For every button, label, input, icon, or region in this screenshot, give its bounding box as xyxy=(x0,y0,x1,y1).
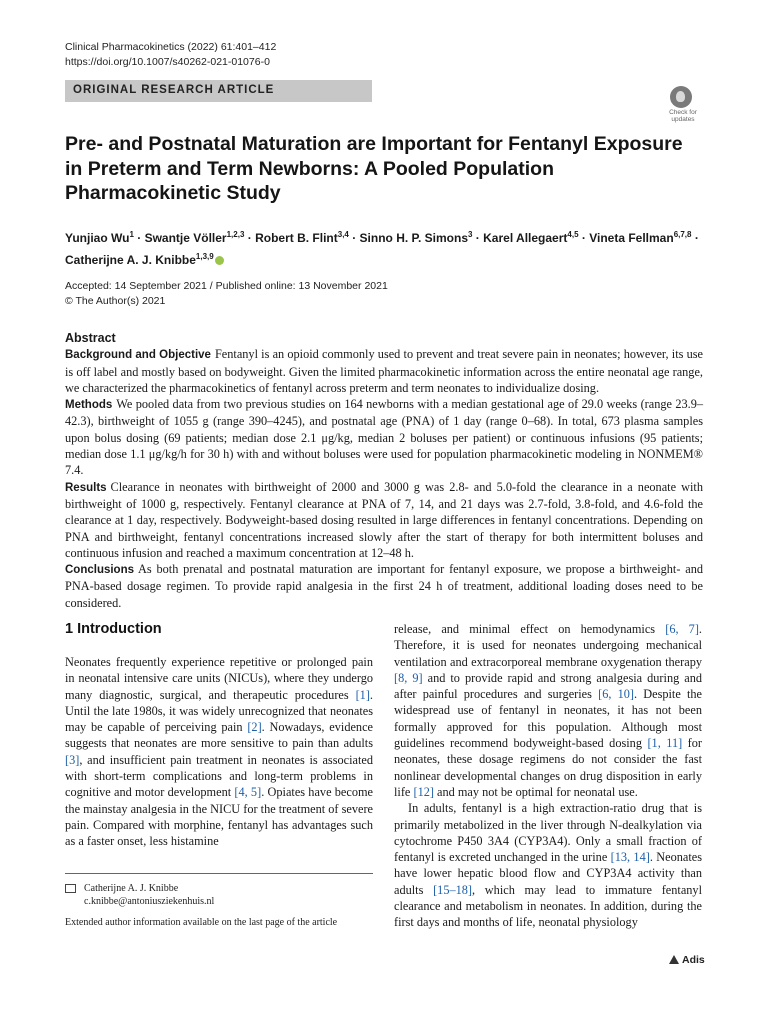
author[interactable]: Sinno H. P. Simons xyxy=(359,231,469,245)
citation-link[interactable]: [15–18] xyxy=(433,882,473,897)
abstract-section-label: Conclusions xyxy=(65,564,135,577)
check-for-updates-badge[interactable] xyxy=(663,86,703,126)
journal-citation: Clinical Pharmacokinetics (2022) 61:401–412 xyxy=(65,41,277,53)
body-column-left xyxy=(65,654,373,850)
author[interactable]: Swantje Völler xyxy=(144,231,227,245)
citation-link[interactable]: [12] xyxy=(413,784,434,799)
citation-link[interactable]: [6, 7] xyxy=(665,622,699,636)
paragraph: Neonates frequently experience repetitive or prolonged pain in neonatal intensive care units (NICUs), where they undergo many diagnostic, surgical, and therapeutic procedures [1]. Until the late 1980s, it was widely unrecognized that neonates may be capable of perceiving pain [2]. Nowadays, evidence suggests that neonates are more sensitive to pain than adults [3], and insufficient pain treatment in neonates is associated with short-term complications and long-term problems in cognitive and motor development [4, 5]. Opiates have become the mainstay analgesia in the NICU for the treatment of severe pain. Compared with morphine, fentanyl has advantages such as a faster onset, less histamine xyxy=(65,655,373,849)
paragraph: In adults, fentanyl is a high extraction-ratio drug that is primarily metabolized in the liver through N-dealkylation via cytochrome P450 3A4 (CYP3A4). Only a small fraction of fentanyl is excreted unchanged in the urine [13, 14]. Neonates have lower hepatic blood flow and CYP3A4 activity than adults [15–18], which may lead to immature fentanyl clearance and metabolism in neonates. In addition, during the first days and months of life, neonatal physiology xyxy=(394,801,702,930)
citation-link[interactable]: [4, 5] xyxy=(234,785,262,800)
citation-link[interactable]: [2] xyxy=(247,720,262,735)
citation-link[interactable]: [6, 10] xyxy=(598,687,634,702)
citation-link[interactable]: [1] xyxy=(355,687,370,702)
extended-author-info: Extended author information available on the last page of the article xyxy=(65,917,338,928)
body-column-right xyxy=(394,621,702,931)
citation-link[interactable]: [13, 14] xyxy=(610,850,650,865)
author-affiliation: 1,2,3 xyxy=(226,230,245,239)
author[interactable]: Catherijne A. J. Knibbe xyxy=(65,252,196,267)
citation-link[interactable]: [8, 9] xyxy=(394,670,423,685)
citation-link[interactable]: [1, 11] xyxy=(647,736,683,751)
publisher-logo xyxy=(669,954,705,966)
abstract-section xyxy=(65,396,703,478)
abstract-section xyxy=(65,561,703,611)
abstract-section-text: Fentanyl is an opioid commonly used to prevent and treat severe pain in neonates; however, its use is off label and mostly based on bodyweight. Given the limited pharmacokinetic information across the entire neonatal age range, we characterized the pharmacokinetics of fentanyl across preterm and term neonates to individualize dosing. xyxy=(65,347,704,395)
article-type-label: ORIGINAL RESEARCH ARTICLE xyxy=(73,84,275,96)
author-affiliation: 3 xyxy=(468,230,473,239)
abstract xyxy=(65,330,703,611)
check-for-updates-label: Check for updates xyxy=(669,109,697,123)
publisher-name: Adis xyxy=(682,954,705,966)
abstract-section-label: Results xyxy=(65,481,107,494)
article-type-banner xyxy=(65,80,372,102)
abstract-section-label: Background and Objective xyxy=(65,349,211,362)
doi-link[interactable]: https://doi.org/10.1007/s40262-021-01076-0 xyxy=(65,56,270,68)
author-list: Yunjiao $Wu^1$ · Swantje Völler$^{1,2,3}$ · Robert B. Flint$^{3,4}$ · Sinno H. P. Simons$^3$ · Karel Allegaert$^{4,5}$ · Vineta Fellman$^{6,7,8}$ · Catherijne A. J. Knibbe$^{1,3,9}$ xyxy=(65,230,699,267)
author[interactable]: Vineta Fellman xyxy=(589,231,674,245)
citation-link[interactable]: [3] xyxy=(65,752,80,767)
adis-logo-icon xyxy=(669,955,679,964)
abstract-section-text: As both prenatal and postnatal maturation are important for fentanyl exposure, we propose a birthweight- and PNA-based dosage regimen. To provide rapid analgesia in the first 24 h of treatment, additional loading doses need to be considered. xyxy=(65,562,703,610)
paragraph: release, and minimal effect on hemodynamics [6, 7]. Therefore, it is used for neonates undergoing mechanical ventilation and extracorporeal membrane oxygenation therapy [8, 9] and to provide rapid and strong analgesia during and after painful procedures and surgeries [6, 10]. Despite the widespread use of fentanyl in neonates, it has not been formally approved for this population. Although most guidelines recommend bodyweight-based dosing [1, 11] for neonates, these dosage regimens do not consider the fast nonlinear developmental changes on drug disposition in early life [12] and may not be optimal for neonatal use. xyxy=(394,622,703,799)
author-affiliation: 6,7,8 xyxy=(673,230,692,239)
copyright-notice: © The Author(s) 2021 xyxy=(65,295,166,307)
author[interactable]: Robert B. Flint xyxy=(255,231,338,245)
footnote-divider xyxy=(65,873,373,874)
author-affiliation: 1,3,9 xyxy=(195,251,214,261)
corresponding-author-email[interactable]: c.knibbe@antoniusziekenhuis.nl xyxy=(84,896,215,907)
publication-dates: Accepted: 14 September 2021 / Published online: 13 November 2021 xyxy=(65,280,388,292)
author[interactable]: Karel Allegaert xyxy=(483,231,568,245)
abstract-section-text: We pooled data from two previous studies on 164 newborns with a median gestational age of 29.0 weeks (range 23.9–42.3), birthweight of 1055 g (range 390–4245), and postnatal age (PNA) of 1 day (range 0–68). In total, 673 plasma samples upon bolus dosing (69 patients; median dose 2.1 μg/kg, median 2 boluses per patient) or continuous infusions (95 patients; median dose 1.1 μg/kg/h for 30 h) with and without boluses were used for population pharmacokinetic modeling in NONMEM® 7.4. xyxy=(65,397,703,478)
author-affiliation: 4,5 xyxy=(567,230,579,239)
abstract-section xyxy=(65,479,703,561)
check-for-updates-icon xyxy=(670,86,692,108)
author-affiliation: 3,4 xyxy=(337,230,349,239)
abstract-section xyxy=(65,346,703,396)
section-heading: 1 Introduction xyxy=(65,621,162,637)
abstract-section-text: Clearance in neonates with birthweight of 2000 and 3000 g was 2.8- and 5.0-fold the clearance in a neonate with birthweight of 1000 g, respectively. Fentanyl clearance at PNA of 7, 14, and 21 days was 2.7-fold, 3.8-fold, and 4.6-fold the clearance at 1 day, respectively. Bodyweight-based dosing resulted in large differences in fentanyl concentrations. Depending on PNA and birthweight, fentanyl concentrations increased slowly after the start of therapy for both intermittent boluses and continuous infusion and reached a maximum concentration at 12–48 h. xyxy=(65,479,703,560)
abstract-section-label: Methods xyxy=(65,399,113,412)
article-title: Pre- and Postnatal Maturation are Important for Fentanyl Exposure in Preterm and Term Newborns: A Pooled Population Pharmacokinetic Study xyxy=(65,133,683,204)
corresponding-author-name: Catherijne A. J. Knibbe xyxy=(84,883,179,894)
abstract-heading: Abstract xyxy=(65,331,116,345)
envelope-icon xyxy=(65,884,76,893)
corresponding-author xyxy=(65,882,373,908)
author[interactable]: Yunjiao Wu xyxy=(65,231,130,245)
orcid-icon[interactable] xyxy=(215,256,224,265)
author-affiliation: 1 xyxy=(129,230,134,239)
